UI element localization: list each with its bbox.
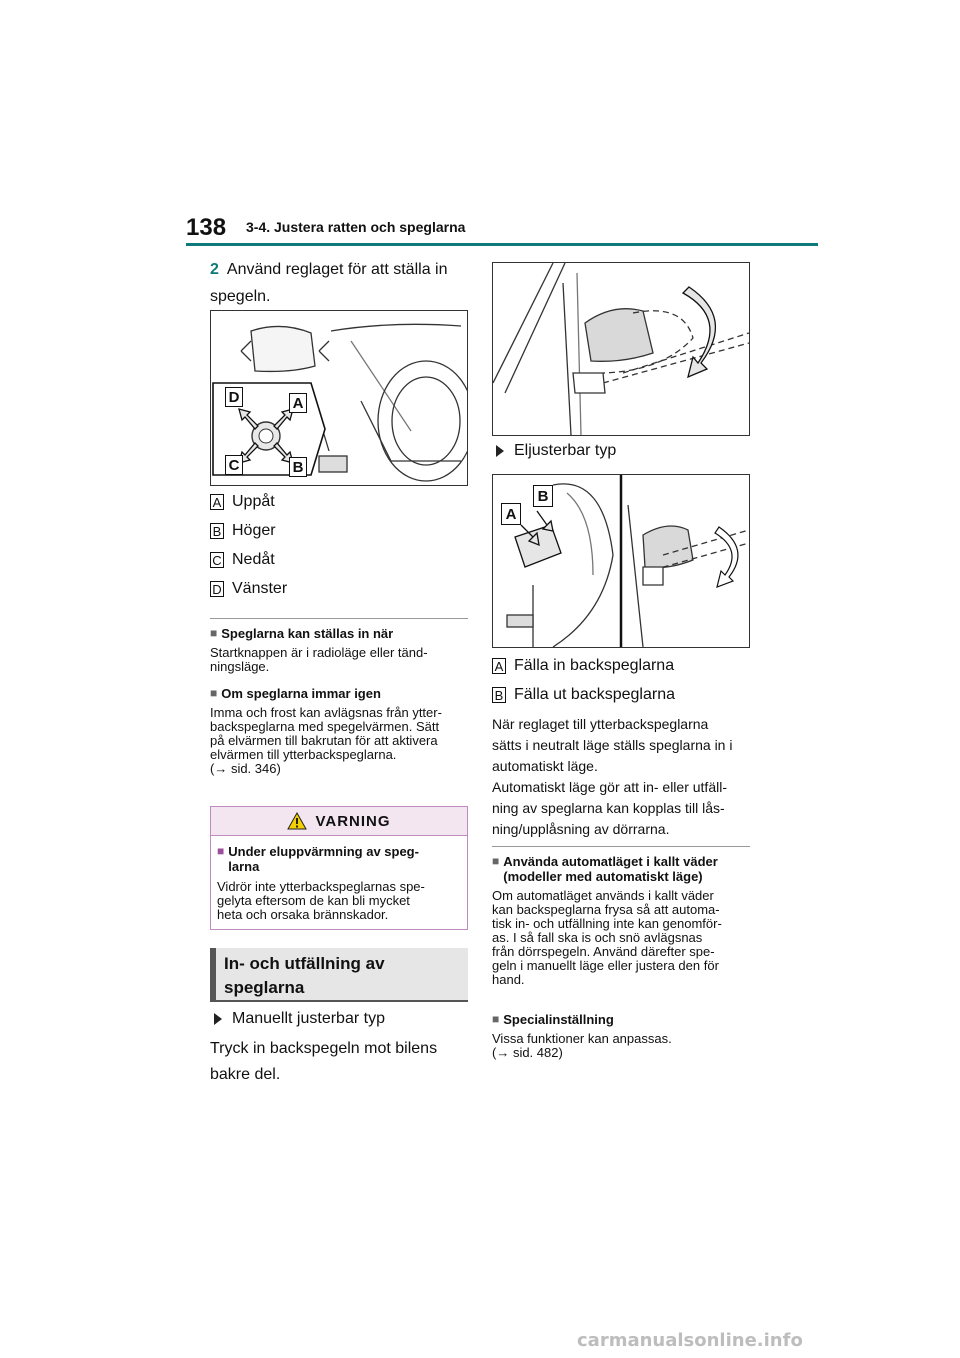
section-rule (210, 1000, 468, 1002)
legend-letter: B (210, 523, 224, 539)
square-bullet-icon: ■ (210, 686, 218, 700)
legend-letter: A (492, 658, 506, 674)
section-title: In- och utfällning av speglarna (224, 954, 385, 997)
warning-header (211, 807, 467, 836)
fig1-label-b: B (289, 457, 307, 477)
legend-letter: D (210, 581, 224, 597)
auto-mode-text: När reglaget till ytterbackspeglarna sätts i neutralt läge ställs speglarna in i automatiskt läge. Automatiskt läge gör att in- eller utfäll- ning av speglarna kan kopplas till lås- ning/upplåsning av dörrarna. (492, 716, 733, 837)
triangle-bullet-icon (214, 1013, 222, 1025)
warning-text: Vidrör inte ytterbackspeglarnas spe- gelyta eftersom de kan bli mycket heta och orsaka brännskador. (217, 879, 425, 922)
legend-item (492, 685, 675, 705)
note-title: ■ Specialinställning (492, 1012, 614, 1027)
legend-letter: B (492, 687, 506, 703)
note-conditions (210, 626, 472, 674)
legend-text: Fälla ut backspeglarna (514, 686, 675, 703)
legend-text: Vänster (232, 580, 288, 597)
legend-text: Höger (232, 522, 276, 539)
divider (210, 618, 468, 619)
note-title: ■ Använda automatläget i kallt väder (modeller med automatiskt läge) (492, 854, 718, 884)
legend-item (492, 656, 675, 676)
chapter-title: 3-4. Justera ratten och speglarna (246, 219, 466, 235)
legend-item (210, 579, 287, 599)
warning-triangle-icon (287, 812, 307, 830)
watermark-text: carmanualsonline.info (577, 1330, 803, 1351)
note-title: ■ Speglarna kan ställas in när (210, 626, 394, 641)
manual-type-bullet: Manuellt justerbar typ (214, 1010, 385, 1028)
legend-text: Uppåt (232, 493, 275, 510)
legend-letter: A (210, 494, 224, 510)
legend-item (210, 521, 287, 541)
fig1-label-d: D (225, 387, 243, 407)
note-title: ■ Om speglarna immar igen (210, 686, 381, 701)
manual-type-text: Tryck in backspegeln mot bilens bakre del. (210, 1040, 438, 1083)
note-customization (492, 1012, 754, 1060)
note-fog (210, 686, 472, 776)
section-heading (210, 948, 468, 1000)
header-rule (186, 243, 818, 246)
fig3-label-b: B (533, 485, 553, 507)
warning-title: VARNING (315, 812, 391, 830)
legend-item (210, 550, 287, 570)
electric-fold-illustration (493, 475, 749, 647)
note-text: Om automatläget används i kallt väder kan backspeglarna frysa så att automa- tisk in- och utfällning inte kan genomför- as. I så fall ska is och snö avlägsnas från dörrspegeln. Använd därefter spe- geln i manuellt läge eller justera den för hand. (492, 888, 722, 987)
fold-legend (492, 656, 675, 705)
manual-fold-illustration (493, 263, 749, 435)
warning-subtitle: ■ Under eluppvärmning av speg- larna (217, 844, 419, 874)
square-bullet-icon: ■ (217, 844, 225, 858)
figure-mirror-switch (210, 310, 468, 486)
warning-box (210, 806, 468, 930)
legend-item (210, 492, 287, 512)
step-2 (210, 256, 472, 310)
square-bullet-icon: ■ (210, 626, 218, 640)
fig3-label-a: A (501, 503, 521, 525)
legend-text: Nedåt (232, 551, 275, 568)
step-number: 2 (210, 261, 219, 278)
electric-type-bullet: Eljusterbar typ (496, 442, 616, 460)
page-number: 138 (186, 214, 227, 241)
square-bullet-icon: ■ (492, 1012, 500, 1026)
direction-legend (210, 492, 287, 599)
legend-letter: C (210, 552, 224, 568)
note-text: Startknappen är i radioläge eller tänd- ningsläge. (210, 645, 428, 674)
mirror-switch-illustration (211, 311, 467, 485)
step-text: Använd reglaget för att ställa in spegeln. (210, 261, 448, 305)
legend-text: Fälla in backspeglarna (514, 657, 675, 674)
divider (492, 846, 750, 847)
square-bullet-icon: ■ (492, 854, 500, 868)
fig1-label-a: A (289, 393, 307, 413)
note-text: Imma och frost kan avlägsnas från ytter- backspeglarna med spegelvärmen. Sätt på elvärmen till bakrutan för att aktivera elvärmen till ytterbackspeglarna. (→ sid. 346) (210, 705, 442, 776)
fig1-label-c: C (225, 455, 243, 475)
note-cold-weather (492, 854, 754, 987)
figure-electric-fold (492, 474, 750, 648)
figure-manual-fold (492, 262, 750, 436)
triangle-bullet-icon (496, 445, 504, 457)
note-text: Vissa funktioner kan anpassas. (→ sid. 482) (492, 1031, 672, 1060)
